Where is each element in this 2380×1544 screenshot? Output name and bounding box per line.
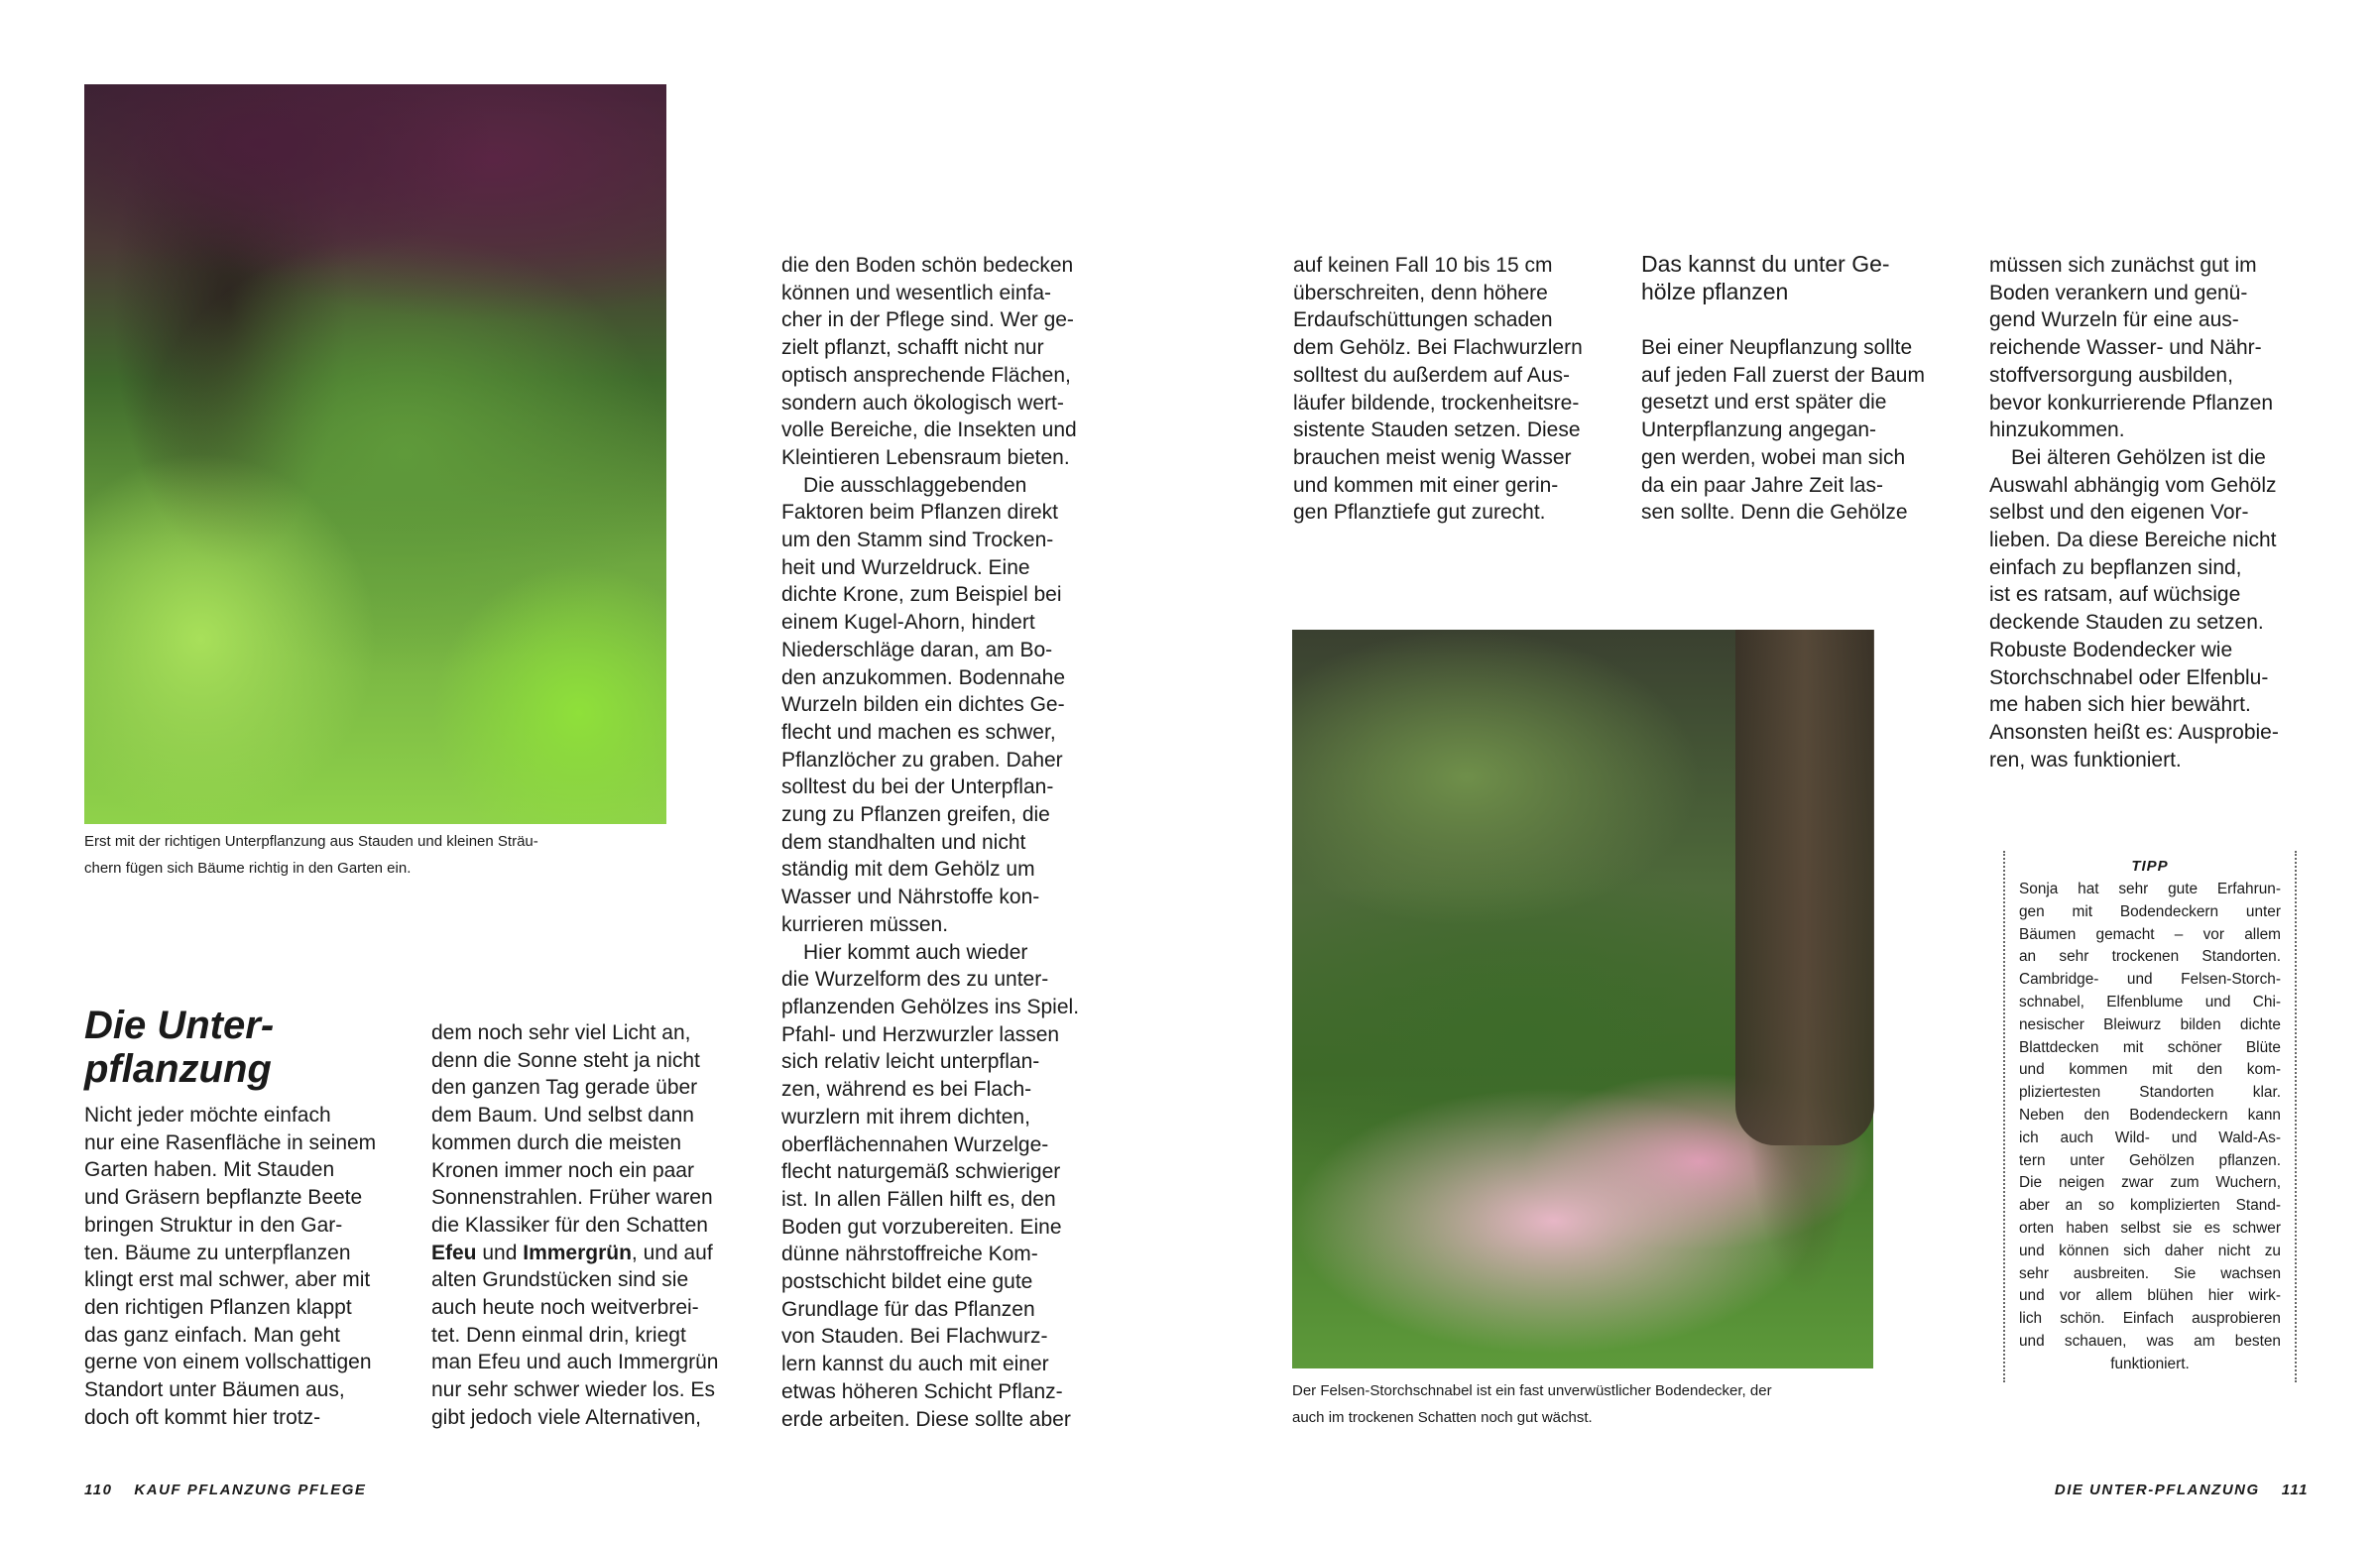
- text-line: Wasser und Nährstoffe kon-: [781, 886, 1040, 909]
- text-line: Robuste Bodendecker wie: [1989, 638, 2233, 661]
- text-line: die Wurzelform des zu unter-: [781, 968, 1049, 992]
- text-line: cher in der Pflege sind. Wer ge-: [781, 308, 1074, 332]
- text-line: oberflächennahen Wurzelge-: [781, 1132, 1049, 1156]
- text-line: die Klassiker für den Schatten: [431, 1213, 708, 1237]
- text-line: den ganzen Tag gerade über: [431, 1076, 698, 1100]
- text-line: me haben sich hier bewährt.: [1989, 693, 2251, 717]
- tip-line: Sonja hat sehr gute Erfahrun-: [2019, 881, 2281, 897]
- running-title-right: DIE UNTER-PFLANZUNG: [2054, 1482, 2260, 1498]
- text-line: überschreiten, denn höhere: [1293, 281, 1548, 304]
- body-column-2: [431, 1019, 759, 1432]
- text-line: gend Wurzeln für eine aus-: [1989, 308, 2239, 332]
- tip-line: und kommen mit den kom-: [2019, 1061, 2281, 1079]
- text-line: ständig mit dem Gehölz um: [781, 858, 1035, 882]
- text-line: dünne nährstoffreiche Kom-: [781, 1243, 1038, 1266]
- footer-right: [2055, 1482, 2309, 1498]
- tip-box: [2003, 851, 2297, 1382]
- text-line: sich relativ leicht unterpflan-: [781, 1050, 1040, 1074]
- text-line: dem Gehölz. Bei Flachwurzlern: [1293, 336, 1583, 360]
- photo-trees-underplanting: [84, 84, 666, 824]
- text-line: klingt erst mal schwer, aber mit: [84, 1268, 371, 1292]
- text-line: bringen Struktur in den Gar-: [84, 1213, 343, 1237]
- text-line: doch oft kommt hier trotz-: [84, 1405, 321, 1429]
- tip-line: gen mit Bodendeckern unter: [2019, 902, 2281, 920]
- caption-line: Der Felsen-Storchschnabel ist ein fast unverwüstlicher Bodendecker, der: [1292, 1382, 1772, 1399]
- text-line: erde arbeiten. Diese sollte aber: [781, 1407, 1071, 1431]
- text-line: Boden gut vorzubereiten. Eine: [781, 1215, 1062, 1239]
- heading-line: pflanzung: [84, 1047, 272, 1091]
- text-segment: und: [476, 1241, 524, 1264]
- tip-line: Blattdecken mit schöner Blüte: [2019, 1038, 2281, 1056]
- body-column-1: [84, 1102, 412, 1431]
- text-line: Boden verankern und genü-: [1989, 281, 2248, 304]
- text-line: zung zu Pflanzen greifen, die: [781, 803, 1050, 827]
- tip-line: funktioniert.: [2110, 1355, 2190, 1372]
- text-line: gen werden, wobei man sich: [1641, 445, 1906, 469]
- text-line: ist es ratsam, auf wüchsige: [1989, 583, 2241, 607]
- text-line: ren, was funktioniert.: [1989, 748, 2182, 772]
- tip-body: [2005, 879, 2295, 1376]
- text-line: alten Grundstücken sind sie: [431, 1268, 689, 1292]
- text-line: volle Bereiche, die Insekten und: [781, 418, 1077, 442]
- text-line: Garten haben. Mit Stauden: [84, 1158, 335, 1182]
- text-line: und Gräsern bepflanzte Beete: [84, 1186, 363, 1210]
- text-line: pflanzenden Gehölzes ins Spiel.: [781, 995, 1080, 1018]
- text-line: nur sehr schwer wieder los. Es: [431, 1378, 715, 1402]
- text-line: die den Boden schön bedecken: [781, 254, 1074, 277]
- footer-left: [84, 1482, 366, 1498]
- text-line: man Efeu und auch Immergrün: [431, 1351, 719, 1374]
- text-line: brauchen meist wenig Wasser: [1293, 445, 1572, 469]
- tip-line: nesischer Bleiwurz bilden dichte: [2019, 1015, 2281, 1033]
- text-line: lern kannst du auch mit einer: [781, 1353, 1049, 1376]
- text-line: Bei älteren Gehölzen ist die: [2011, 445, 2266, 469]
- text-line: etwas höheren Schicht Pflanz-: [781, 1379, 1063, 1403]
- text-line: von Stauden. Bei Flachwurz-: [781, 1325, 1048, 1349]
- text-line: läufer bildende, trockenheitsre-: [1293, 391, 1580, 415]
- tip-line: Neben den Bodendeckern kann: [2019, 1106, 2281, 1124]
- text-line: Auswahl abhängig vom Gehölz: [1989, 473, 2277, 497]
- text-line: Die ausschlaggebenden: [803, 473, 1027, 497]
- tip-line: lich schön. Einfach ausprobieren: [2019, 1310, 2281, 1328]
- bold-term: Immergrün: [523, 1241, 632, 1264]
- page-number-right: 111: [2281, 1482, 2309, 1498]
- text-line: Standort unter Bäumen aus,: [84, 1378, 345, 1402]
- tip-line: schnabel, Elfenblume und Chi-: [2019, 993, 2281, 1010]
- text-line: zielt pflanzt, schafft nicht nur: [781, 336, 1044, 360]
- text-line: sen sollte. Denn die Gehölze: [1641, 501, 1908, 525]
- photo1-caption: [84, 828, 538, 882]
- page-number-left: 110: [84, 1482, 113, 1498]
- tip-line: aber an so komplizierten Stand-: [2019, 1197, 2281, 1215]
- caption-line: auch im trockenen Schatten noch gut wächst.: [1292, 1409, 1593, 1426]
- text-line: Unterpflanzung angegan-: [1641, 418, 1877, 442]
- subheading: [1641, 250, 1890, 305]
- text-line: denn die Sonne steht ja nicht: [431, 1048, 700, 1072]
- text-line: dem noch sehr viel Licht an,: [431, 1021, 691, 1044]
- text-line: auf jeden Fall zuerst der Baum: [1641, 363, 1925, 387]
- text-line: Sonnenstrahlen. Früher waren: [431, 1186, 713, 1210]
- caption-line: chern fügen sich Bäume richtig in den Garten ein.: [84, 860, 412, 877]
- text-line: und kommen mit einer gerin-: [1293, 473, 1559, 497]
- text-line: optisch ansprechende Flächen,: [781, 363, 1071, 387]
- text-line: flecht naturgemäß schwieriger: [781, 1160, 1061, 1184]
- text-line: Hier kommt auch wieder: [803, 940, 1028, 964]
- text-line: wurzlern mit ihrem dichten,: [781, 1105, 1030, 1128]
- text-line: das ganz einfach. Man geht: [84, 1323, 341, 1347]
- body-column-4: [1293, 252, 1620, 527]
- text-line: Ansonsten heißt es: Ausprobie-: [1989, 720, 2279, 744]
- text-line: ist. In allen Fällen hilft es, den: [781, 1187, 1056, 1211]
- text-line: auch heute noch weitverbrei-: [431, 1296, 699, 1320]
- caption-line: Erst mit der richtigen Unterpflanzung aus Stauden und kleinen Sträu-: [84, 833, 538, 850]
- bold-term: Efeu: [431, 1241, 477, 1264]
- subheading-line: Das kannst du unter Ge-: [1641, 251, 1890, 277]
- text-line: Kleintieren Lebensraum bieten.: [781, 445, 1070, 469]
- text-line: Storchschnabel oder Elfenblu-: [1989, 665, 2269, 689]
- text-line: auf keinen Fall 10 bis 15 cm: [1293, 254, 1553, 277]
- text-line: einem Kugel-Ahorn, hindert: [781, 611, 1035, 635]
- heading-line: Die Unter-: [84, 1004, 275, 1047]
- text-line: ten. Bäume zu unterpflanzen: [84, 1241, 351, 1264]
- text-line: kommen durch die meisten: [431, 1130, 682, 1154]
- text-line: heit und Wurzeldruck. Eine: [781, 555, 1030, 579]
- text-line: Wurzeln bilden ein dichtes Ge-: [781, 693, 1065, 717]
- body-column-3: [781, 252, 1109, 1433]
- text-line: postschicht bildet eine gute: [781, 1270, 1033, 1294]
- body-column-5: [1641, 334, 1968, 527]
- text-line: Bei einer Neupflanzung sollte: [1641, 336, 1913, 359]
- text-line: Niederschläge daran, am Bo-: [781, 638, 1053, 661]
- text-line: um den Stamm sind Trocken-: [781, 529, 1054, 552]
- text-line: gesetzt und erst später die: [1641, 391, 1887, 415]
- text-line: tet. Denn einmal drin, kriegt: [431, 1323, 686, 1347]
- text-line: den anzukommen. Bodennahe: [781, 665, 1066, 689]
- text-line: hinzukommen.: [1989, 418, 2125, 442]
- text-line: können und wesentlich einfa-: [781, 281, 1052, 304]
- text-line: Kronen immer noch ein paar: [431, 1158, 694, 1182]
- text-line: solltest du bei der Unterpflan-: [781, 775, 1054, 799]
- text-line: reichende Wasser- und Nähr-: [1989, 336, 2262, 360]
- tip-line: und schauen, was am besten: [2019, 1332, 2281, 1350]
- tip-line: orten haben selbst sie es schwer: [2019, 1219, 2281, 1237]
- text-line: müssen sich zunächst gut im: [1989, 254, 2257, 277]
- tip-line: und vor allem blühen hier wirk-: [2019, 1287, 2281, 1305]
- text-line: selbst und den eigenen Vor-: [1989, 501, 2249, 525]
- tip-line: ich auch Wild- und Wald-As-: [2019, 1128, 2281, 1146]
- text-line: da ein paar Jahre Zeit las-: [1641, 473, 1883, 497]
- text-line: stoffversorgung ausbilden,: [1989, 363, 2233, 387]
- text-line: solltest du außerdem auf Aus-: [1293, 363, 1570, 387]
- text-line: einfach zu bepflanzen sind,: [1989, 555, 2242, 579]
- text-line: kurrieren müssen.: [781, 912, 949, 936]
- subheading-line: hölze pflanzen: [1641, 279, 1789, 304]
- text-line: Nicht jeder möchte einfach: [84, 1104, 331, 1127]
- text-line: flecht und machen es schwer,: [781, 720, 1056, 744]
- running-title-left: KAUF PFLANZUNG PFLEGE: [134, 1482, 367, 1498]
- text-line: deckende Stauden zu setzen.: [1989, 611, 2264, 635]
- text-line: sondern auch ökologisch wert-: [781, 391, 1064, 415]
- photo2-caption: [1292, 1377, 1772, 1431]
- text-segment: , und auf: [631, 1241, 713, 1264]
- text-line: dichte Krone, zum Beispiel bei: [781, 583, 1062, 607]
- tip-line: und können sich daher nicht zu: [2019, 1242, 2281, 1259]
- text-line: nur eine Rasenfläche in seinem: [84, 1130, 377, 1154]
- text-line: Pfahl- und Herzwurzler lassen: [781, 1022, 1060, 1046]
- text-line: bevor konkurrierende Pflanzen: [1989, 391, 2274, 415]
- tip-line: an sehr trockenen Standorten.: [2019, 948, 2281, 966]
- tree-trunk-in-photo: [1735, 630, 1874, 1145]
- body-column-6: [1989, 252, 2317, 773]
- tip-line: pliziertesten Standorten klar.: [2019, 1084, 2281, 1102]
- tip-line: Cambridge- und Felsen-Storch-: [2019, 971, 2281, 989]
- text-line: [431, 1240, 759, 1267]
- text-line: den richtigen Pflanzen klappt: [84, 1295, 352, 1319]
- text-line: Grundlage für das Pflanzen: [781, 1297, 1035, 1321]
- text-line: gerne von einem vollschattigen: [84, 1351, 372, 1374]
- tip-line: sehr ausbreiten. Sie wachsen: [2019, 1264, 2281, 1282]
- text-line: sistente Stauden setzen. Diese: [1293, 418, 1581, 442]
- text-line: gen Pflanztiefe gut zurecht.: [1293, 501, 1546, 525]
- text-line: gibt jedoch viele Alternativen,: [431, 1405, 702, 1429]
- tip-line: tern unter Gehölzen pflanzen.: [2019, 1151, 2281, 1169]
- section-heading: [84, 1004, 274, 1091]
- text-line: Erdaufschüttungen schaden: [1293, 308, 1553, 332]
- tip-line: Die neigen zwar zum Wuchern,: [2019, 1174, 2281, 1192]
- text-line: lieben. Da diese Bereiche nicht: [1989, 529, 2277, 552]
- text-line: zen, während es bei Flach-: [781, 1078, 1032, 1102]
- tip-line: Bäumen gemacht – vor allem: [2019, 925, 2281, 943]
- tip-title: TIPP: [2131, 858, 2169, 875]
- text-line: Pflanzlöcher zu graben. Daher: [781, 748, 1063, 772]
- text-line: dem Baum. Und selbst dann: [431, 1104, 694, 1128]
- text-line: Faktoren beim Pflanzen direkt: [781, 501, 1058, 525]
- text-line: dem standhalten und nicht: [781, 830, 1026, 854]
